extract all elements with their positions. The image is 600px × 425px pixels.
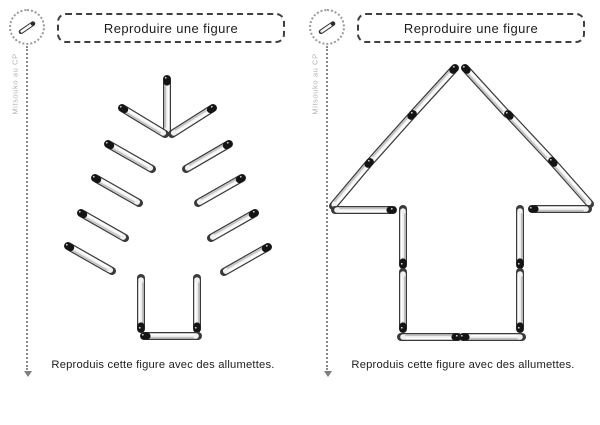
instruction-text: Reproduis cette figure avec des allumettes. [51,359,275,371]
matchstick [195,278,199,329]
matchstick [79,211,125,238]
matchstick [142,334,198,338]
worksheet-panel-arrow-house: Reproduire une figure Mitsouko au CP Reproduis cette figure avec des allumettes. [300,0,600,425]
match-badge-circle [9,9,45,45]
matchstick [335,208,393,212]
matchstick [120,106,165,134]
matchstick [461,335,522,339]
matchstick [413,66,455,114]
matchstick [530,207,588,211]
matchstick [165,77,169,132]
matchstick-icon [15,15,39,39]
matchstick [518,272,522,329]
matchstick [172,106,213,134]
matchstick [198,176,242,203]
matchstick [186,142,229,169]
matchstick [371,112,413,161]
matchstick [401,272,405,329]
matchstick [550,159,590,204]
matchstick [333,160,370,206]
matchstick-icon [315,15,339,39]
matchstick [66,244,112,271]
matchstick [106,142,152,169]
matchstick [463,66,507,114]
matchstick [401,209,405,265]
matchstick [401,335,458,339]
matchstick [139,278,143,329]
instruction-text: Reproduis cette figure avec des allumettes. [351,359,575,371]
match-badge-circle [309,9,345,45]
header-label: Reproduire une figure [103,20,239,36]
matchstick [518,209,522,265]
matchstick [506,112,551,160]
matchstick [93,176,139,203]
header-label: Reproduire une figure [403,20,539,36]
worksheet-panel-tree: Reproduire une figure Mitsouko au CP Reproduis cette figure avec des allumettes. [0,0,300,425]
matchstick [224,245,268,272]
matchstick [211,211,255,238]
